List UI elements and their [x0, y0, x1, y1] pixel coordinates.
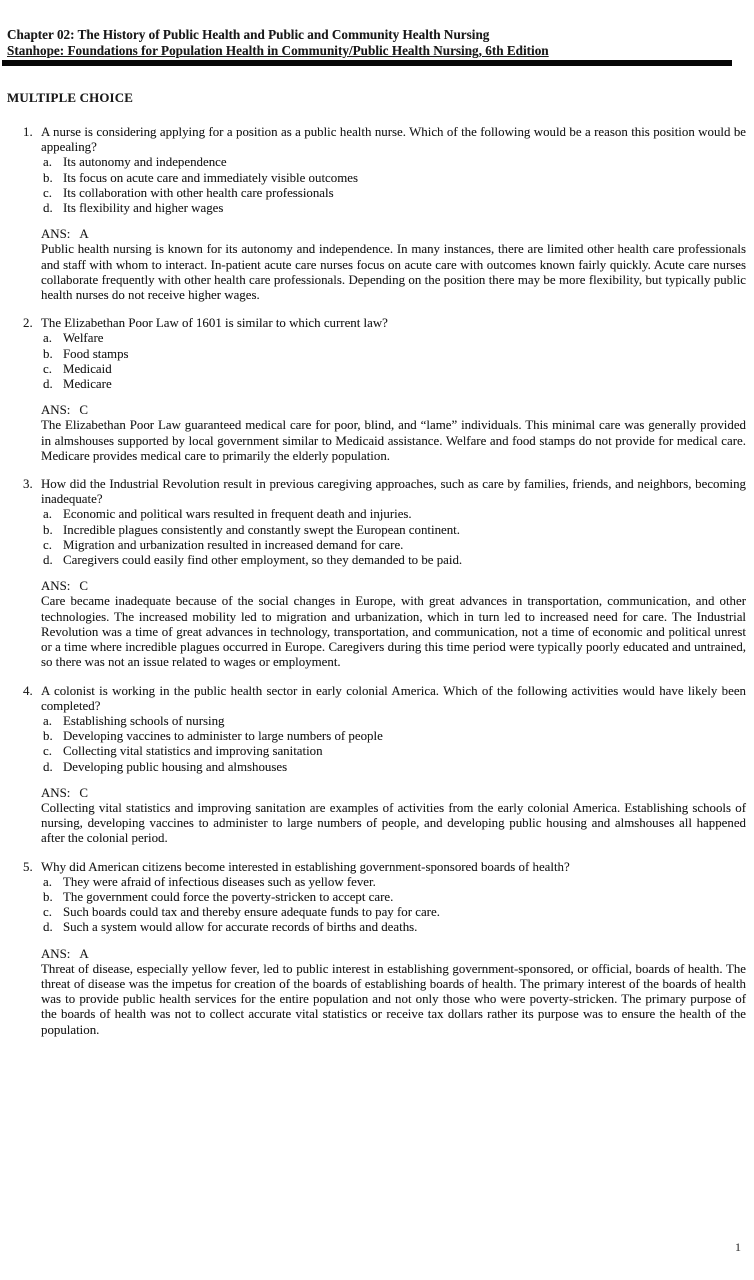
- option-letter: a.: [43, 155, 52, 170]
- section-title: MULTIPLE CHOICE: [7, 91, 134, 105]
- option-text: Its autonomy and independence: [63, 155, 227, 170]
- question-row: [7, 684, 746, 847]
- answer-line: [41, 403, 746, 418]
- answer-option: [41, 186, 746, 201]
- question: [7, 477, 746, 670]
- answer-letter: C: [79, 579, 88, 594]
- option-letter: c.: [43, 185, 52, 200]
- header-rule: [2, 60, 732, 66]
- option-text: Its collaboration with other health care professionals: [63, 185, 334, 200]
- option-letter: c.: [43, 905, 52, 920]
- option-letter: d.: [43, 759, 53, 774]
- question-stem: Why did American citizens become interested in establishing government-sponsored boards of health?: [41, 859, 570, 874]
- question: [7, 860, 746, 1038]
- answer-option: [41, 155, 746, 170]
- option-letter: a.: [43, 874, 52, 889]
- answer-option: [41, 875, 746, 890]
- answer-option: [41, 377, 746, 392]
- question-stem: A colonist is working in the public health sector in early colonial America. Which of the following activities would have likely been completed?: [41, 683, 746, 713]
- option-letter: d.: [43, 377, 53, 392]
- question-number: 5.: [23, 859, 33, 874]
- option-letter: d.: [43, 553, 53, 568]
- question-body: [41, 860, 746, 1038]
- option-list: [41, 507, 746, 568]
- option-text: Such boards could tax and thereby ensure adequate funds to pay for care.: [63, 905, 440, 920]
- question-number: 4.: [23, 683, 33, 698]
- answer-block: [41, 227, 746, 303]
- option-letter: d.: [43, 920, 53, 935]
- option-letter: d.: [43, 201, 53, 216]
- answer-line: [41, 786, 746, 801]
- question-body: [41, 316, 746, 464]
- option-text: Incredible plagues consistently and constantly swept the European continent.: [63, 522, 460, 537]
- answer-letter: A: [79, 946, 89, 961]
- answer-block: [41, 786, 746, 847]
- option-letter: c.: [43, 361, 52, 376]
- option-letter: b.: [43, 889, 53, 904]
- answer-rationale: The Elizabethan Poor Law guaranteed medical care for poor, blind, and “lame” individuals. This minimal care was generally provided in almshouses supported by local government similar to Medicaid assistance. Welfare and food stamps do not provide for medical care. Medicare provides medical care to primarily the elderly population.: [41, 418, 746, 463]
- question-body: [41, 125, 746, 303]
- option-text: Developing vaccines to administer to large numbers of people: [63, 729, 383, 744]
- answer-block: [41, 403, 746, 464]
- option-letter: b.: [43, 522, 53, 537]
- answer-letter: C: [79, 785, 88, 800]
- option-text: Migration and urbanization resulted in increased demand for care.: [63, 537, 404, 552]
- question-number: 2.: [23, 316, 33, 331]
- question-body: [41, 684, 746, 847]
- book-title: Stanhope: Foundations for Population Health in Community/Public Health Nursing, 6th Edition: [7, 42, 549, 58]
- option-text: Medicaid: [63, 361, 112, 376]
- option-text: They were afraid of infectious diseases such as yellow fever.: [63, 874, 376, 889]
- answer-option: [41, 331, 746, 346]
- question-stem: How did the Industrial Revolution result in previous caregiving approaches, such as care by families, friends, and neighbors, becoming inadequate?: [41, 477, 746, 507]
- answer-label: ANS:: [41, 785, 71, 800]
- answer-rationale: Care became inadequate because of the social changes in Europe, with great advances in transportation, communication, and other technologies. The increased mobility led to migration and urbanization, which in turn led to increased need for care. The Industrial Revolution was a time of great advances in technology, transportation, and communication, not a time of economic and political unrest or a time where incredible plagues occurred in Europe. Caregivers during this time period were typically poorly educated and untrained, so there was not an issue related to wages or employment.: [41, 594, 746, 670]
- answer-block: [41, 947, 746, 1038]
- answer-option: [41, 714, 746, 729]
- question-body: [41, 477, 746, 670]
- answer-label: ANS:: [41, 946, 71, 961]
- answer-block: [41, 579, 746, 670]
- answer-option: [41, 171, 746, 186]
- answer-option: [41, 538, 746, 553]
- question-row: [7, 125, 746, 303]
- answer-option: [41, 905, 746, 920]
- answer-label: ANS:: [41, 227, 71, 242]
- option-letter: c.: [43, 744, 52, 759]
- answer-label: ANS:: [41, 403, 71, 418]
- option-letter: c.: [43, 537, 52, 552]
- option-letter: a.: [43, 331, 52, 346]
- option-list: [41, 875, 746, 936]
- answer-option: [41, 920, 746, 935]
- option-letter: b.: [43, 729, 53, 744]
- option-text: Developing public housing and almshouses: [63, 759, 288, 774]
- answer-letter: C: [79, 403, 88, 418]
- answer-label: ANS:: [41, 579, 71, 594]
- option-text: Its flexibility and higher wages: [63, 201, 224, 216]
- option-letter: b.: [43, 170, 53, 185]
- answer-option: [41, 729, 746, 744]
- question: [7, 125, 746, 303]
- question-number: 3.: [23, 477, 33, 492]
- option-text: Its focus on acute care and immediately visible outcomes: [63, 170, 358, 185]
- page-number: 1: [735, 1240, 741, 1254]
- chapter-title: Chapter 02: The History of Public Health and Public and Community Health Nursing: [7, 27, 490, 42]
- answer-option: [41, 201, 746, 216]
- answer-line: [41, 947, 746, 962]
- option-text: Establishing schools of nursing: [63, 713, 225, 728]
- option-letter: a.: [43, 713, 52, 728]
- question-row: [7, 316, 746, 464]
- option-text: Medicare: [63, 377, 112, 392]
- question: [7, 316, 746, 464]
- answer-letter: A: [79, 227, 89, 242]
- question-list: [7, 125, 746, 1038]
- question-stem: A nurse is considering applying for a position as a public health nurse. Which of the following would be a reason this position would be appealing?: [41, 125, 746, 155]
- option-text: The government could force the poverty-stricken to accept care.: [63, 889, 394, 904]
- option-text: Economic and political wars resulted in frequent death and injuries.: [63, 507, 412, 522]
- answer-option: [41, 523, 746, 538]
- option-letter: b.: [43, 346, 53, 361]
- answer-option: [41, 362, 746, 377]
- option-text: Caregivers could easily find other employment, so they demanded to be paid.: [63, 553, 463, 568]
- answer-option: [41, 347, 746, 362]
- option-text: Welfare: [63, 331, 104, 346]
- question: [7, 684, 746, 847]
- answer-option: [41, 760, 746, 775]
- option-list: [41, 155, 746, 216]
- answer-rationale: Threat of disease, especially yellow fever, led to public interest in establishing government-sponsored, or official, boards of health. The threat of disease was the impetus for creation of the boards of establishing boards of health. The primary interest of the boards of health was to provide public health services for the entire population and not only those who were poverty-stricken. The primary purpose of the boards of health was not to collect accurate vital statistics or receive tax dollars rather its purpose was to ensure the health of the population.: [41, 961, 746, 1037]
- option-text: Food stamps: [63, 346, 129, 361]
- answer-option: [41, 507, 746, 522]
- answer-line: [41, 579, 746, 594]
- answer-rationale: Public health nursing is known for its autonomy and independence. In many instances, there are limited other health care professionals and staff with whom to interact. In-patient acute care nurses focus on acute care with outcomes known fairly quickly. Acute care nurses collaborate frequently with other health care professionals. Depending on the position there may be more flexibility, but typically public health nurses do not receive higher wages.: [41, 242, 746, 303]
- option-list: [41, 714, 746, 775]
- answer-option: [41, 744, 746, 759]
- option-letter: a.: [43, 507, 52, 522]
- question-row: [7, 477, 746, 670]
- option-list: [41, 331, 746, 392]
- option-text: Such a system would allow for accurate records of births and deaths.: [63, 920, 418, 935]
- option-text: Collecting vital statistics and improving sanitation: [63, 744, 323, 759]
- document-header: [7, 27, 746, 66]
- answer-option: [41, 553, 746, 568]
- answer-rationale: Collecting vital statistics and improving sanitation are examples of activities from the early colonial America. Establishing schools of nursing, developing vaccines to administer to large numbers of people, and developing public housing and almshouses all happened after the colonial period.: [41, 800, 746, 846]
- answer-line: [41, 227, 746, 242]
- question-number: 1.: [23, 125, 33, 139]
- question-row: [7, 860, 746, 1038]
- answer-option: [41, 890, 746, 905]
- question-stem: The Elizabethan Poor Law of 1601 is similar to which current law?: [41, 316, 388, 331]
